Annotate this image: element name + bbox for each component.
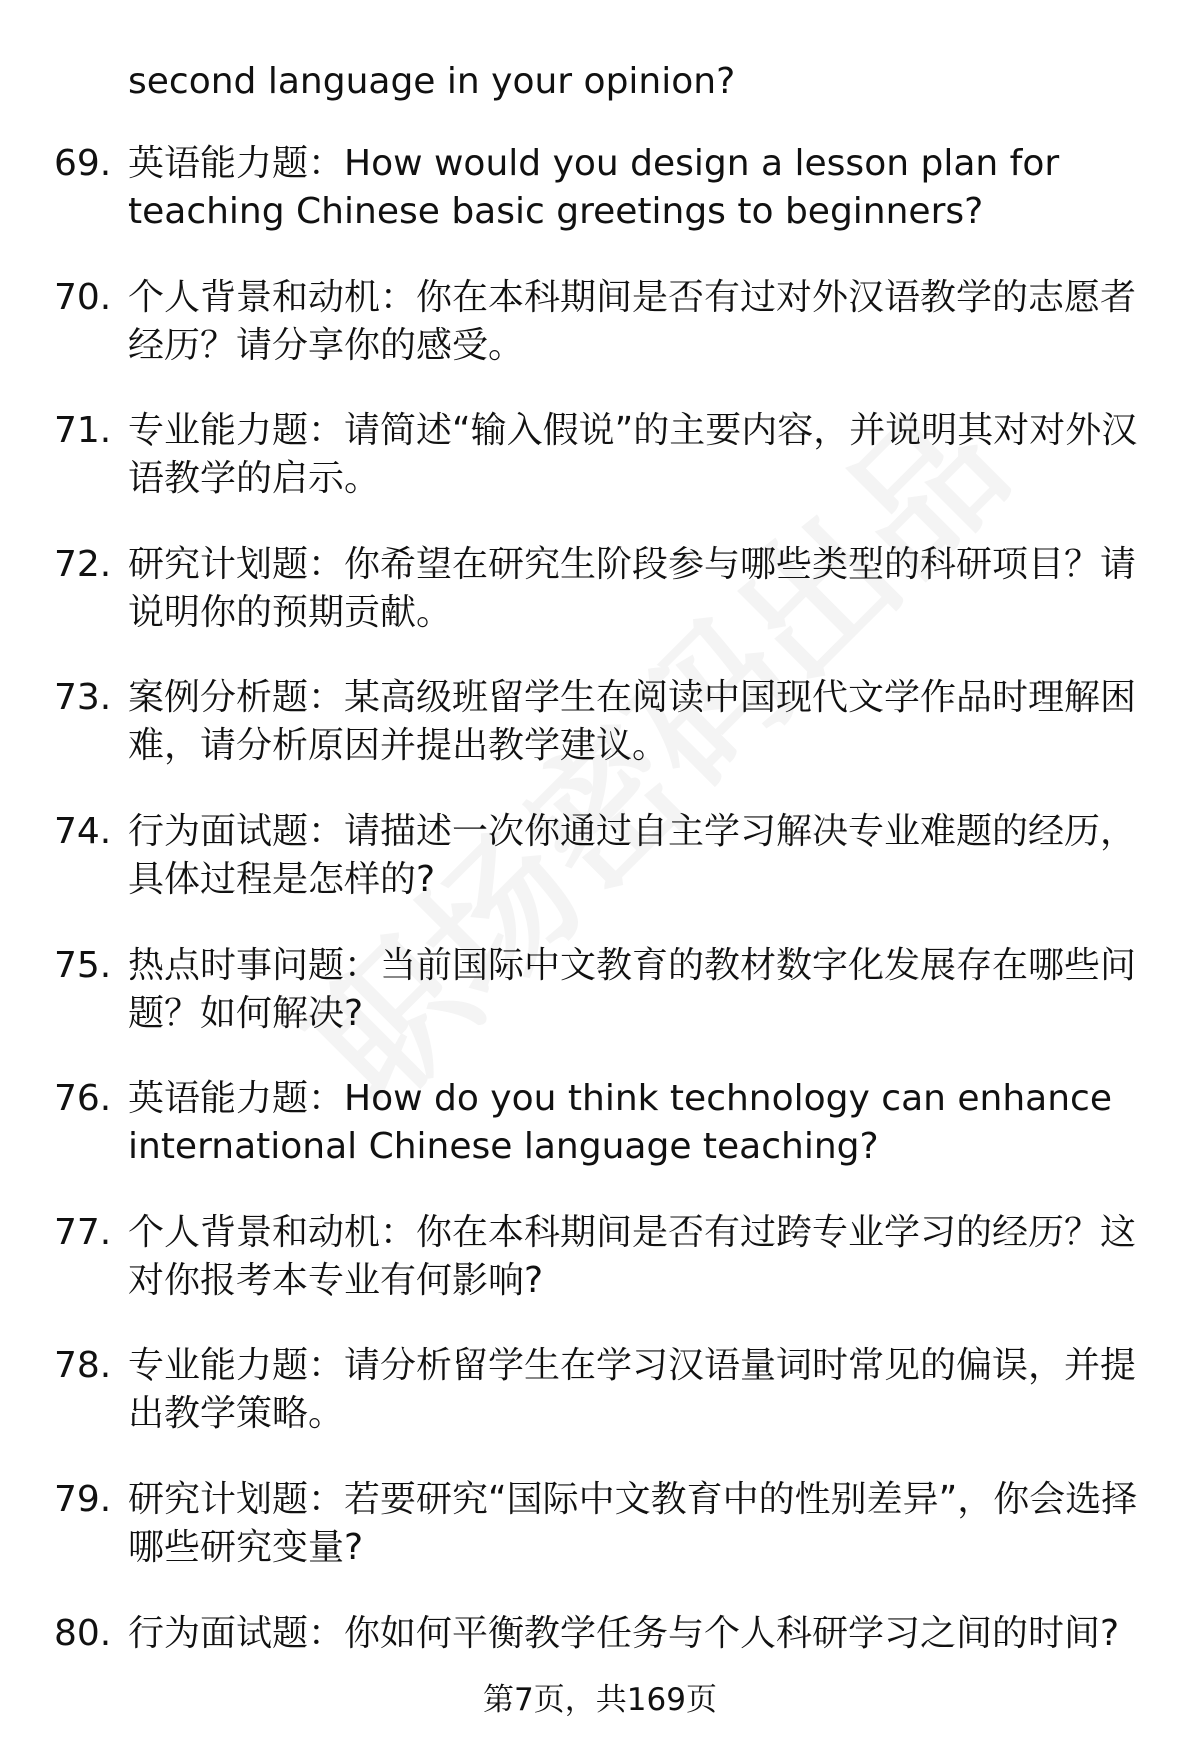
question-number: 75. [54,944,112,986]
question-number: 74. [54,810,112,852]
question-item [0,942,1200,1076]
question-number: 72. [54,543,112,585]
page-footer: 第7页，共169页 [483,1682,717,1718]
question-item [0,1476,1200,1610]
question-item [0,274,1200,408]
question-number: 73. [54,677,112,719]
question-text: 个人背景和动机：你在本科期间是否有过跨专业学习的经历？这对你报考本专业有何影响? [128,1211,1137,1301]
question-text: 专业能力题：请分析留学生在学习汉语量词时常见的偏误，并提出教学策略。 [128,1345,1137,1435]
question-text: 研究计划题：你希望在研究生阶段参与哪些类型的科研项目？请说明你的预期贡献。 [128,543,1137,633]
question-list [0,140,1200,1743]
question-number: 71. [54,410,112,452]
question-item [0,674,1200,808]
question-text: 行为面试题：请描述一次你通过自主学习解决专业难题的经历，具体过程是怎样的? [128,810,1137,900]
question-item [0,808,1200,942]
question-item [0,1075,1200,1209]
question-text: 专业能力题：请简述“输入假说”的主要内容，并说明其对对外汉语教学的启示。 [128,410,1138,500]
question-number: 78. [54,1345,112,1387]
question-text: 热点时事问题：当前国际中文教育的教材数字化发展存在哪些问题？如何解决? [128,944,1137,1034]
question-number: 69. [54,143,112,184]
question-text: 行为面试题：你如何平衡教学任务与个人科研学习之间的时间? [128,1612,1120,1654]
question-number: 77. [54,1211,112,1253]
question-text: 个人背景和动机：你在本科期间是否有过对外汉语教学的志愿者经历？请分享你的感受。 [128,276,1137,366]
question-text: 案例分析题：某高级班留学生在阅读中国现代文学作品时理解困难，请分析原因并提出教学建议。 [128,677,1137,767]
question-item [0,541,1200,675]
question-text: 英语能力题：How do you think technology can enhance international Chinese language teaching? [128,1078,1112,1168]
question-text: 研究计划题：若要研究“国际中文教育中的性别差异”，你会选择哪些研究变量? [128,1478,1138,1568]
question-number: 79. [54,1478,112,1520]
question-item [0,407,1200,541]
question-number: 76. [54,1078,112,1120]
question-item [0,1610,1200,1744]
question-number: 80. [54,1612,112,1654]
question-item [0,1209,1200,1343]
question-text: 英语能力题：How would you design a lesson plan for teaching Chinese basic greetings to beginners? [128,143,1060,232]
question-number: 70. [54,276,112,318]
continued-question-text: second language in your opinion? [128,61,736,102]
question-item [0,1342,1200,1476]
question-item [0,140,1200,274]
